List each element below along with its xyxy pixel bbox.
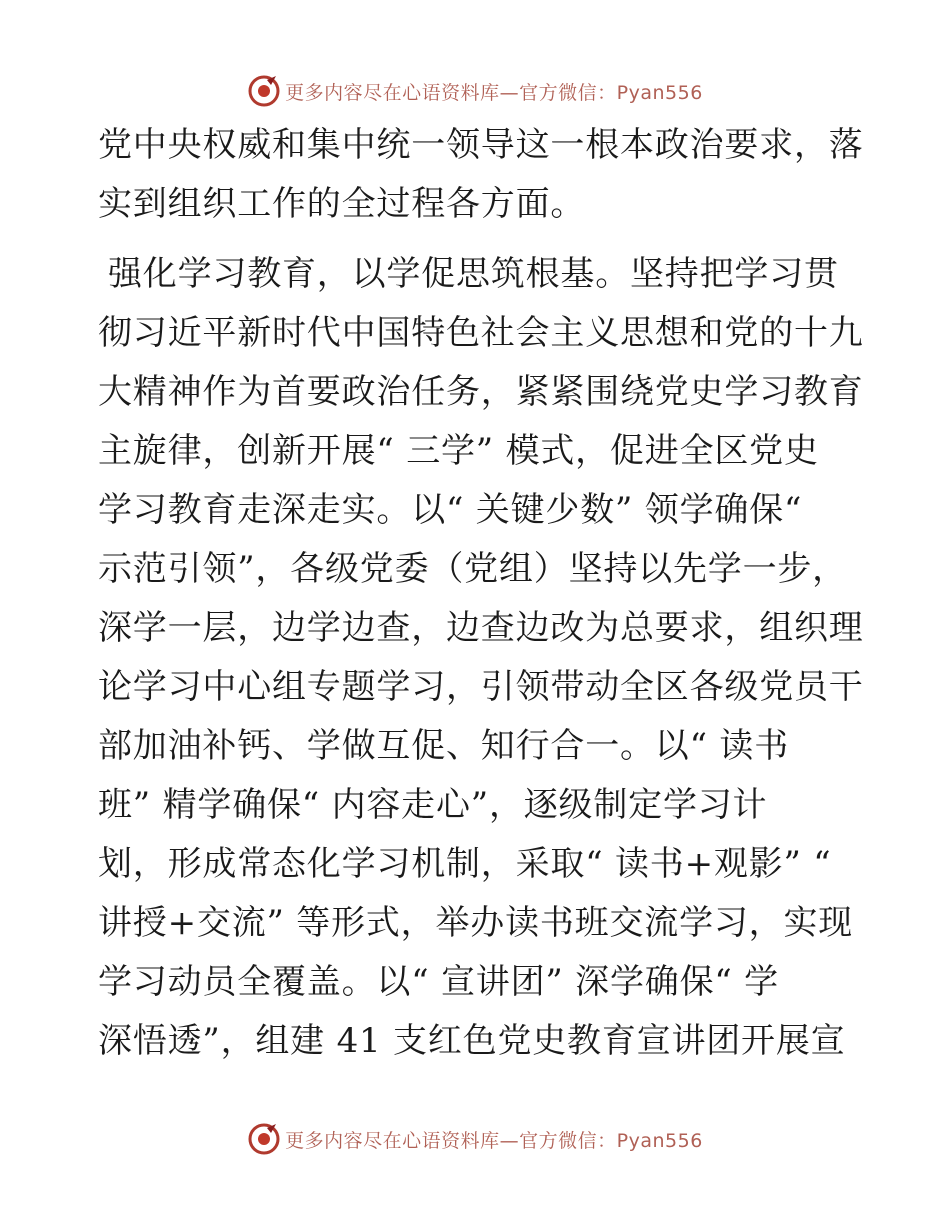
text-line: 部加油补钙、学做互促、知行合一。以“ 读书: [98, 726, 789, 766]
text-line: 班” 精学确保“ 内容走心”，逐级制定学习计: [98, 785, 768, 825]
header-watermark: [0, 71, 950, 111]
text-line: 示范引领”，各级党委（党组）坚持以先学一步，: [98, 549, 847, 589]
text-line: 实到组织工作的全过程各方面。: [98, 184, 586, 224]
text-line: 大精神作为首要政治任务，紧紧围绕党史学习教育: [98, 372, 864, 412]
text-line: 学习教育走深走实。以“ 关键少数” 领学确保“: [98, 490, 803, 530]
text-line: 划，形成常态化学习机制，采取“ 读书+观影” “: [98, 844, 832, 884]
text-line: 深悟透”，组建 41 支红色党史教育宣讲团开展宣: [98, 1021, 846, 1061]
pen-seal-icon: [247, 1122, 281, 1156]
paragraph-2: [98, 245, 864, 1071]
footer-watermark: [0, 1119, 950, 1159]
watermark-text: 更多内容尽在心语资料库—官方微信：Pyan556: [285, 81, 703, 104]
pen-seal-icon: [247, 74, 281, 108]
text-line: 论学习中心组专题学习，引领带动全区各级党员干: [98, 667, 864, 707]
text-line: 彻习近平新时代中国特色社会主义思想和党的十九: [98, 313, 864, 353]
watermark-text: 更多内容尽在心语资料库—官方微信：Pyan556: [285, 1129, 703, 1152]
text-line: 主旋律，创新开展“ 三学” 模式，促进全区党史: [98, 431, 819, 471]
paragraph-1: [98, 116, 864, 234]
document-body: [98, 116, 864, 1071]
text-line: 讲授+交流” 等形式，举办读书班交流学习，实现: [98, 903, 854, 943]
text-line: 深学一层，边学边查，边查边改为总要求，组织理: [98, 608, 864, 648]
text-line: 党中央权威和集中统一领导这一根本政治要求，落: [98, 125, 864, 165]
text-line: 学习动员全覆盖。以“ 宣讲团” 深学确保“ 学: [98, 962, 779, 1002]
text-line: 强化学习教育，以学促思筑根基。坚持把学习贯: [108, 254, 839, 294]
